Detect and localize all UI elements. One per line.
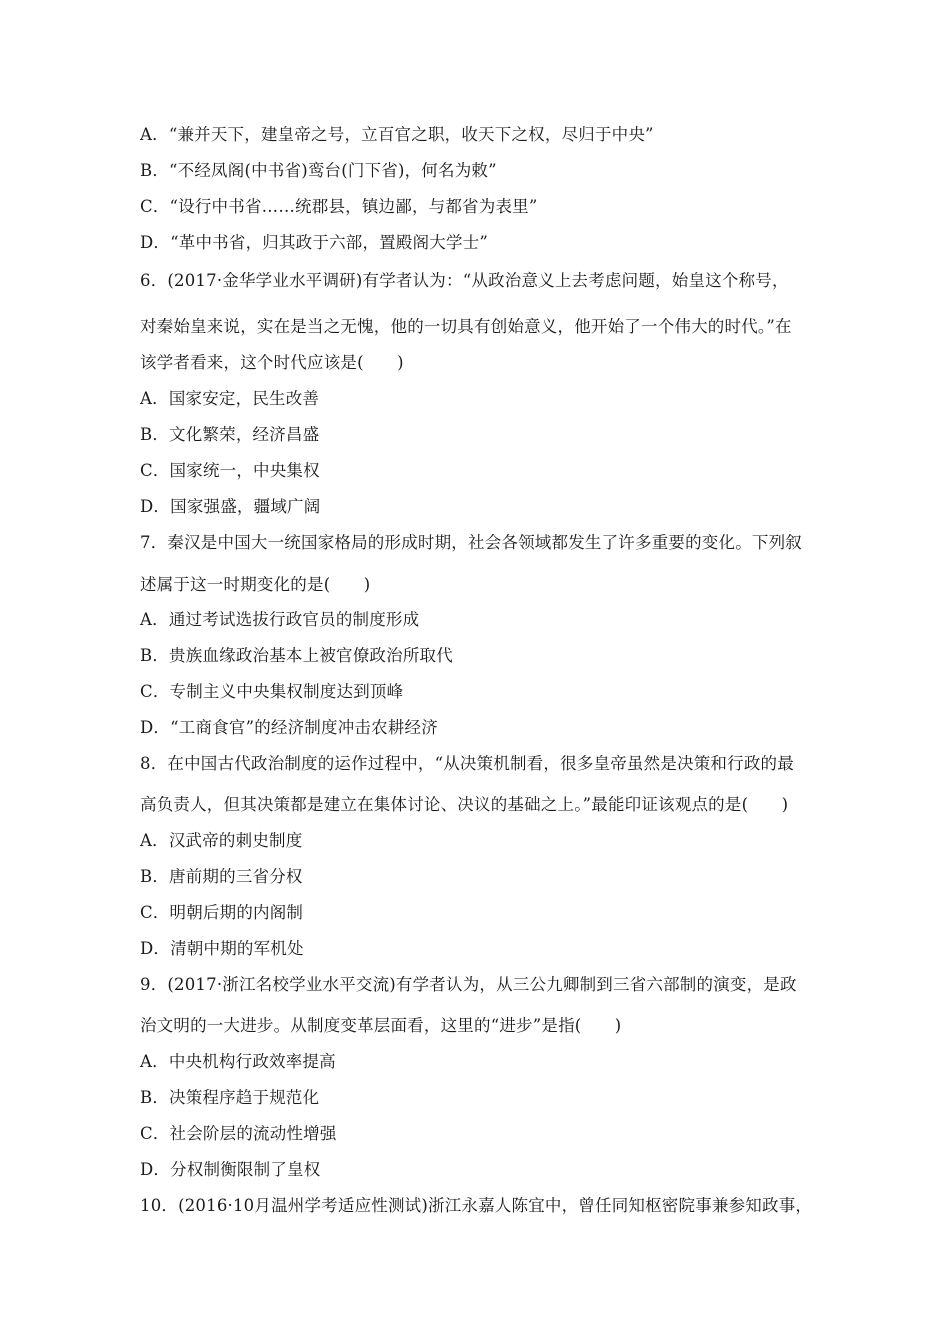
q6-option-d: D．国家强盛，疆域广阔 bbox=[140, 497, 321, 516]
q8-option-c: C．明朝后期的内阁制 bbox=[140, 903, 304, 922]
q7-stem-line-1: 7．秦汉是中国大一统国家格局的形成时期，社会各领域都发生了许多重要的变化。下列叙 bbox=[140, 533, 802, 552]
q6-stem-line-3: 该学者看来，这个时代应该是( ) bbox=[140, 353, 404, 372]
q8-option-b: B．唐前期的三省分权 bbox=[140, 867, 303, 886]
q7-option-a: A．通过考试选拔行政官员的制度形成 bbox=[140, 610, 420, 629]
q9-option-a: A．中央机构行政效率提高 bbox=[140, 1052, 336, 1071]
q9-option-b: B．决策程序趋于规范化 bbox=[140, 1088, 320, 1107]
q8-option-a: A．汉武帝的刺史制度 bbox=[140, 831, 303, 850]
q6-option-c: C．国家统一，中央集权 bbox=[140, 461, 320, 480]
q9-stem-line-2: 治文明的一大进步。从制度变革层面看，这里的“进步”是指( ) bbox=[140, 1016, 622, 1035]
q5-option-d: D．“革中书省，归其政于六部，置殿阁大学士” bbox=[140, 233, 488, 252]
q5-option-a: A．“兼并天下，建皇帝之号，立百官之职，收天下之权，尽归于中央” bbox=[140, 125, 654, 144]
q5-option-b: B．“不经凤阁(中书省)鸾台(门下省)，何名为敕” bbox=[140, 161, 497, 180]
q9-stem-line-1: 9．(2017·浙江名校学业水平交流)有学者认为，从三公九卿制到三省六部制的演变，是政 bbox=[140, 975, 797, 994]
q7-option-b: B．贵族血缘政治基本上被官僚政治所取代 bbox=[140, 646, 453, 665]
q7-option-c: C．专制主义中央集权制度达到顶峰 bbox=[140, 682, 404, 701]
q6-option-b: B．文化繁荣，经济昌盛 bbox=[140, 425, 320, 444]
q10-stem-line-1: 10．(2016·10月温州学考适应性测试)浙江永嘉人陈宜中，曾任同知枢密院事兼参知政事， bbox=[140, 1196, 813, 1215]
q9-option-d: D．分权制衡限制了皇权 bbox=[140, 1160, 321, 1179]
q8-stem-line-2: 高负责人，但其决策都是建立在集体讨论、决议的基础之上。”最能印证该观点的是( ) bbox=[140, 795, 789, 814]
q5-option-c: C．“设行中书省……统郡县，镇边鄙，与都省为表里” bbox=[140, 197, 538, 216]
q7-option-d: D．“工商食官”的经济制度冲击农耕经济 bbox=[140, 718, 438, 737]
q8-stem-line-1: 8．在中国古代政治制度的运作过程中，“从决策机制看，很多皇帝虽然是决策和行政的最 bbox=[140, 754, 794, 773]
q7-stem-line-2: 述属于这一时期变化的是( ) bbox=[140, 575, 371, 594]
q9-option-c: C．社会阶层的流动性增强 bbox=[140, 1124, 337, 1143]
q6-option-a: A．国家安定，民生改善 bbox=[140, 389, 320, 408]
q6-stem-line-1: 6．(2017·金华学业水平调研)有学者认为：“从政治意义上去考虑问题，始皇这个称号， bbox=[140, 271, 789, 290]
q6-stem-line-2: 对秦始皇来说，实在是当之无愧，他的一切具有创始意义，他开始了一个伟大的时代。”在 bbox=[140, 317, 792, 336]
q8-option-d: D．清朝中期的军机处 bbox=[140, 939, 304, 958]
